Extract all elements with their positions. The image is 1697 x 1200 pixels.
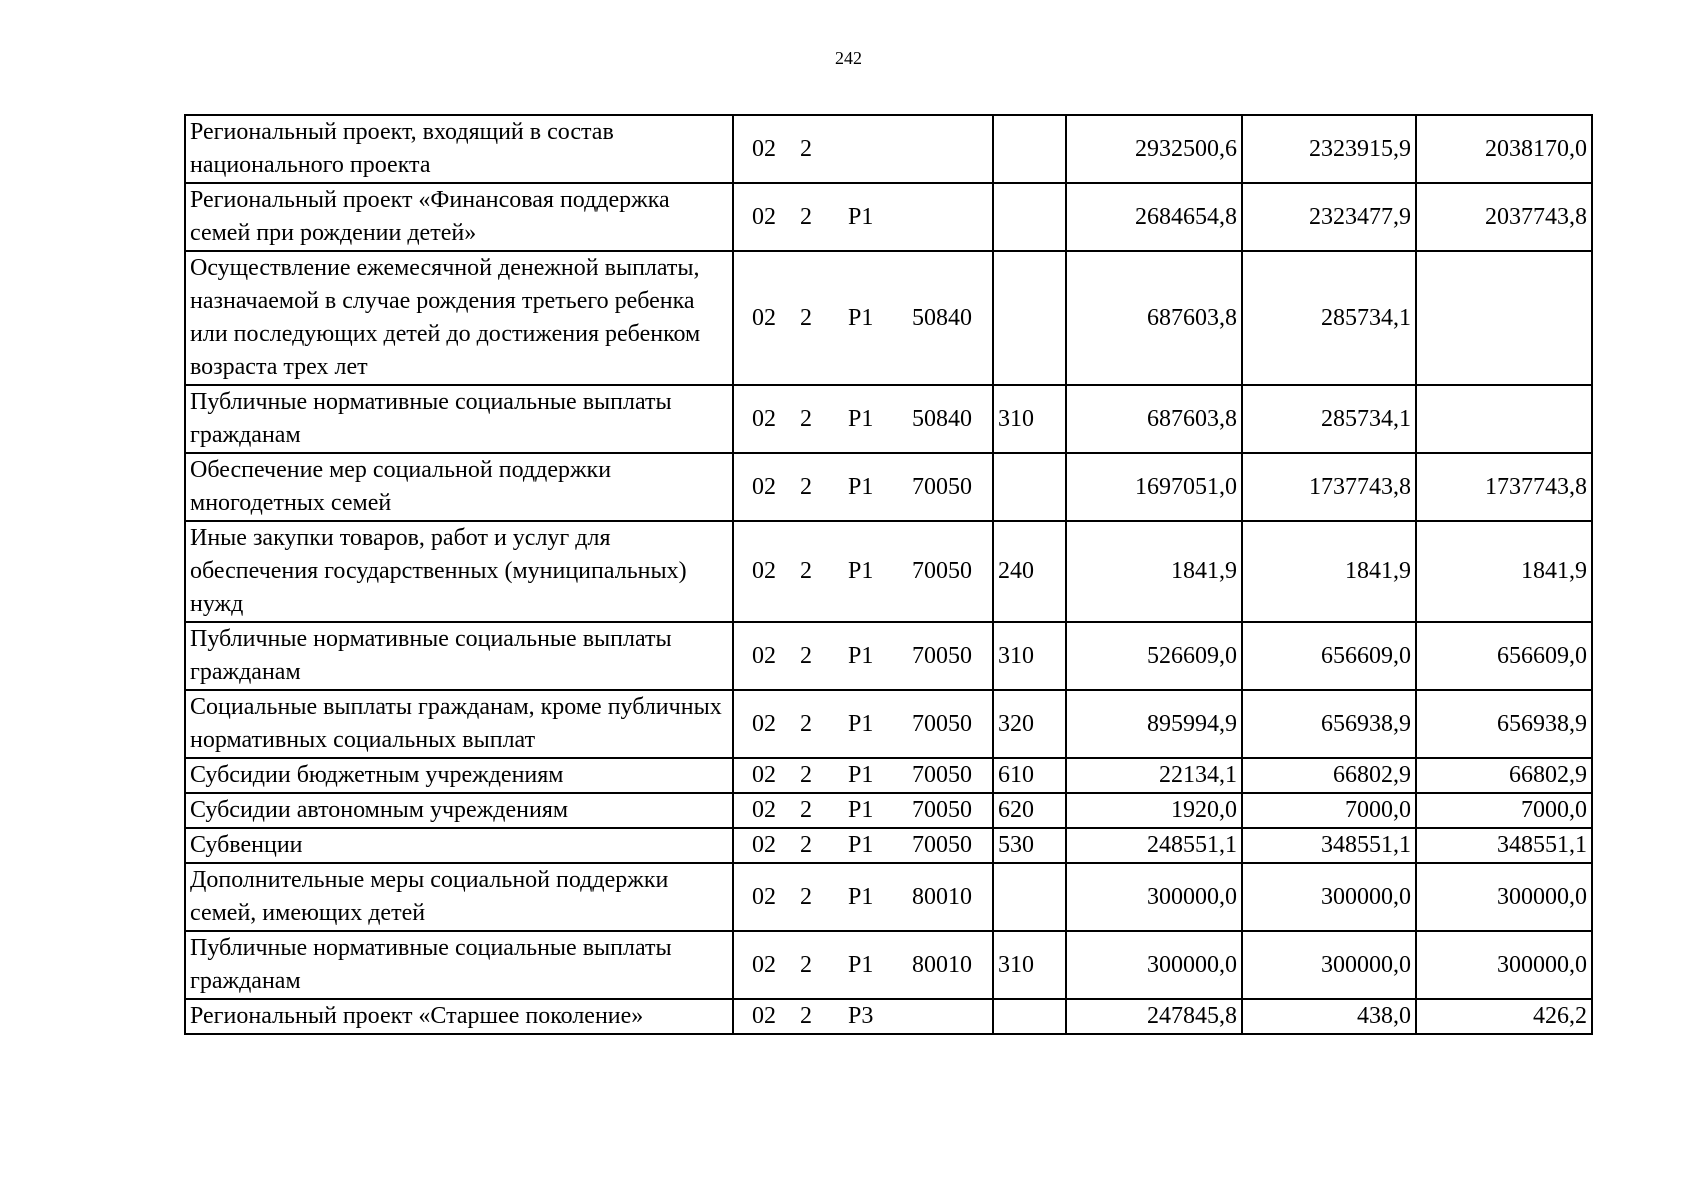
- amount-year-3: 656609,0: [1416, 622, 1592, 690]
- section-code: 02: [752, 762, 776, 788]
- amount-year-2: 438,0: [1242, 999, 1416, 1034]
- subsection-code: 2: [800, 642, 812, 669]
- direction-code: 70050: [912, 710, 972, 737]
- amount-year-2: 348551,1: [1242, 828, 1416, 863]
- amount-year-2: 1841,9: [1242, 521, 1416, 622]
- project-code: Р1: [848, 832, 874, 858]
- table-row: [185, 385, 1592, 453]
- row-name: Региональный проект «Старшее поколение»: [185, 999, 733, 1034]
- amount-year-1: 247845,8: [1066, 999, 1242, 1034]
- section-code: 02: [752, 304, 776, 331]
- table-row: [185, 622, 1592, 690]
- expense-type-code: [993, 863, 1066, 931]
- project-code: Р1: [848, 883, 874, 910]
- table-row: [185, 453, 1592, 521]
- row-codes: [733, 453, 993, 521]
- amount-year-3: [1416, 251, 1592, 385]
- amount-year-2: 2323477,9: [1242, 183, 1416, 251]
- table-row: [185, 521, 1592, 622]
- expense-type-code: [993, 999, 1066, 1034]
- amount-year-1: 248551,1: [1066, 828, 1242, 863]
- table-row: [185, 999, 1592, 1034]
- section-code: 02: [752, 135, 776, 162]
- amount-year-3: 300000,0: [1416, 931, 1592, 999]
- row-codes: [733, 758, 993, 793]
- subsection-code: 2: [800, 1003, 812, 1029]
- row-codes: [733, 931, 993, 999]
- section-code: 02: [752, 832, 776, 858]
- subsection-code: 2: [800, 405, 812, 432]
- subsection-code: 2: [800, 762, 812, 788]
- project-code: Р1: [848, 951, 874, 978]
- section-code: 02: [752, 642, 776, 669]
- row-codes: [733, 793, 993, 828]
- section-code: 02: [752, 405, 776, 432]
- row-name: Социальные выплаты гражданам, кроме публичных нормативных социальных выплат: [185, 690, 733, 758]
- table-row: [185, 690, 1592, 758]
- amount-year-1: 895994,9: [1066, 690, 1242, 758]
- expense-type-code: 310: [993, 385, 1066, 453]
- row-name: Региональный проект, входящий в состав национального проекта: [185, 115, 733, 183]
- subsection-code: 2: [800, 710, 812, 737]
- section-code: 02: [752, 710, 776, 737]
- amount-year-2: 7000,0: [1242, 793, 1416, 828]
- amount-year-1: 300000,0: [1066, 863, 1242, 931]
- row-codes: [733, 183, 993, 251]
- subsection-code: 2: [800, 203, 812, 230]
- row-name: Региональный проект «Финансовая поддержка семей при рождении детей»: [185, 183, 733, 251]
- table-row: [185, 828, 1592, 863]
- project-code: Р1: [848, 304, 874, 331]
- amount-year-2: 285734,1: [1242, 385, 1416, 453]
- amount-year-3: [1416, 385, 1592, 453]
- project-code: Р1: [848, 473, 874, 500]
- direction-code: 70050: [912, 797, 972, 823]
- row-name: Иные закупки товаров, работ и услуг для обеспечения государственных (муниципальных) нужд: [185, 521, 733, 622]
- row-name: Субвенции: [185, 828, 733, 863]
- expense-type-code: 530: [993, 828, 1066, 863]
- amount-year-2: 656938,9: [1242, 690, 1416, 758]
- section-code: 02: [752, 797, 776, 823]
- subsection-code: 2: [800, 304, 812, 331]
- amount-year-1: 22134,1: [1066, 758, 1242, 793]
- table-row: [185, 931, 1592, 999]
- amount-year-2: 285734,1: [1242, 251, 1416, 385]
- expense-type-code: 320: [993, 690, 1066, 758]
- table-row: [185, 863, 1592, 931]
- section-code: 02: [752, 883, 776, 910]
- row-codes: [733, 521, 993, 622]
- project-code: Р3: [848, 1003, 874, 1029]
- amount-year-1: 1697051,0: [1066, 453, 1242, 521]
- amount-year-3: 426,2: [1416, 999, 1592, 1034]
- subsection-code: 2: [800, 883, 812, 910]
- direction-code: 70050: [912, 832, 972, 858]
- amount-year-1: 2932500,6: [1066, 115, 1242, 183]
- row-name: Субсидии автономным учреждениям: [185, 793, 733, 828]
- amount-year-2: 2323915,9: [1242, 115, 1416, 183]
- direction-code: 80010: [912, 883, 972, 910]
- expense-type-code: [993, 183, 1066, 251]
- subsection-code: 2: [800, 558, 812, 584]
- amount-year-3: 2037743,8: [1416, 183, 1592, 251]
- amount-year-3: 1841,9: [1416, 521, 1592, 622]
- amount-year-2: 656609,0: [1242, 622, 1416, 690]
- amount-year-3: 656938,9: [1416, 690, 1592, 758]
- amount-year-1: 687603,8: [1066, 385, 1242, 453]
- direction-code: 80010: [912, 951, 972, 978]
- direction-code: 70050: [912, 558, 972, 584]
- amount-year-3: 300000,0: [1416, 863, 1592, 931]
- section-code: 02: [752, 1003, 776, 1029]
- expense-type-code: [993, 115, 1066, 183]
- row-codes: [733, 622, 993, 690]
- amount-year-3: 348551,1: [1416, 828, 1592, 863]
- expense-type-code: 310: [993, 931, 1066, 999]
- row-codes: [733, 690, 993, 758]
- direction-code: 50840: [912, 405, 972, 432]
- section-code: 02: [752, 951, 776, 978]
- amount-year-1: 2684654,8: [1066, 183, 1242, 251]
- amount-year-3: 2038170,0: [1416, 115, 1592, 183]
- project-code: Р1: [848, 710, 874, 737]
- project-code: Р1: [848, 405, 874, 432]
- amount-year-1: 1841,9: [1066, 521, 1242, 622]
- amount-year-3: 7000,0: [1416, 793, 1592, 828]
- expense-type-code: 620: [993, 793, 1066, 828]
- row-codes: [733, 385, 993, 453]
- expense-type-code: 310: [993, 622, 1066, 690]
- section-code: 02: [752, 203, 776, 230]
- budget-table-body: [185, 115, 1592, 1034]
- project-code: Р1: [848, 642, 874, 669]
- row-name: Субсидии бюджетным учреждениям: [185, 758, 733, 793]
- expense-type-code: [993, 251, 1066, 385]
- row-name: Обеспечение мер социальной поддержки многодетных семей: [185, 453, 733, 521]
- subsection-code: 2: [800, 797, 812, 823]
- table-row: [185, 758, 1592, 793]
- subsection-code: 2: [800, 832, 812, 858]
- amount-year-2: 1737743,8: [1242, 453, 1416, 521]
- table-row: [185, 793, 1592, 828]
- row-codes: [733, 251, 993, 385]
- row-codes: [733, 115, 993, 183]
- amount-year-1: 687603,8: [1066, 251, 1242, 385]
- expense-type-code: 610: [993, 758, 1066, 793]
- subsection-code: 2: [800, 951, 812, 978]
- project-code: Р1: [848, 797, 874, 823]
- table-row: [185, 183, 1592, 251]
- table-row: [185, 115, 1592, 183]
- amount-year-1: 300000,0: [1066, 931, 1242, 999]
- table-row: [185, 251, 1592, 385]
- section-code: 02: [752, 558, 776, 584]
- project-code: Р1: [848, 203, 874, 230]
- row-codes: [733, 863, 993, 931]
- amount-year-2: 300000,0: [1242, 931, 1416, 999]
- amount-year-2: 66802,9: [1242, 758, 1416, 793]
- subsection-code: 2: [800, 473, 812, 500]
- budget-table: [184, 114, 1593, 1035]
- amount-year-3: 1737743,8: [1416, 453, 1592, 521]
- amount-year-2: 300000,0: [1242, 863, 1416, 931]
- row-name: Публичные нормативные социальные выплаты гражданам: [185, 385, 733, 453]
- subsection-code: 2: [800, 135, 812, 162]
- row-name: Публичные нормативные социальные выплаты гражданам: [185, 931, 733, 999]
- amount-year-1: 1920,0: [1066, 793, 1242, 828]
- direction-code: 70050: [912, 762, 972, 788]
- direction-code: 50840: [912, 304, 972, 331]
- row-name: Публичные нормативные социальные выплаты гражданам: [185, 622, 733, 690]
- project-code: Р1: [848, 762, 874, 788]
- amount-year-1: 526609,0: [1066, 622, 1242, 690]
- section-code: 02: [752, 473, 776, 500]
- row-codes: [733, 828, 993, 863]
- expense-type-code: 240: [993, 521, 1066, 622]
- direction-code: 70050: [912, 642, 972, 669]
- page-number: 242: [835, 48, 862, 68]
- row-name: Осуществление ежемесячной денежной выплаты, назначаемой в случае рождения третьего ребенка или последующих детей до достижения ребенком возраста трех лет: [185, 251, 733, 385]
- amount-year-3: 66802,9: [1416, 758, 1592, 793]
- row-name: Дополнительные меры социальной поддержки семей, имеющих детей: [185, 863, 733, 931]
- direction-code: 70050: [912, 473, 972, 500]
- row-codes: [733, 999, 993, 1034]
- project-code: Р1: [848, 558, 874, 584]
- expense-type-code: [993, 453, 1066, 521]
